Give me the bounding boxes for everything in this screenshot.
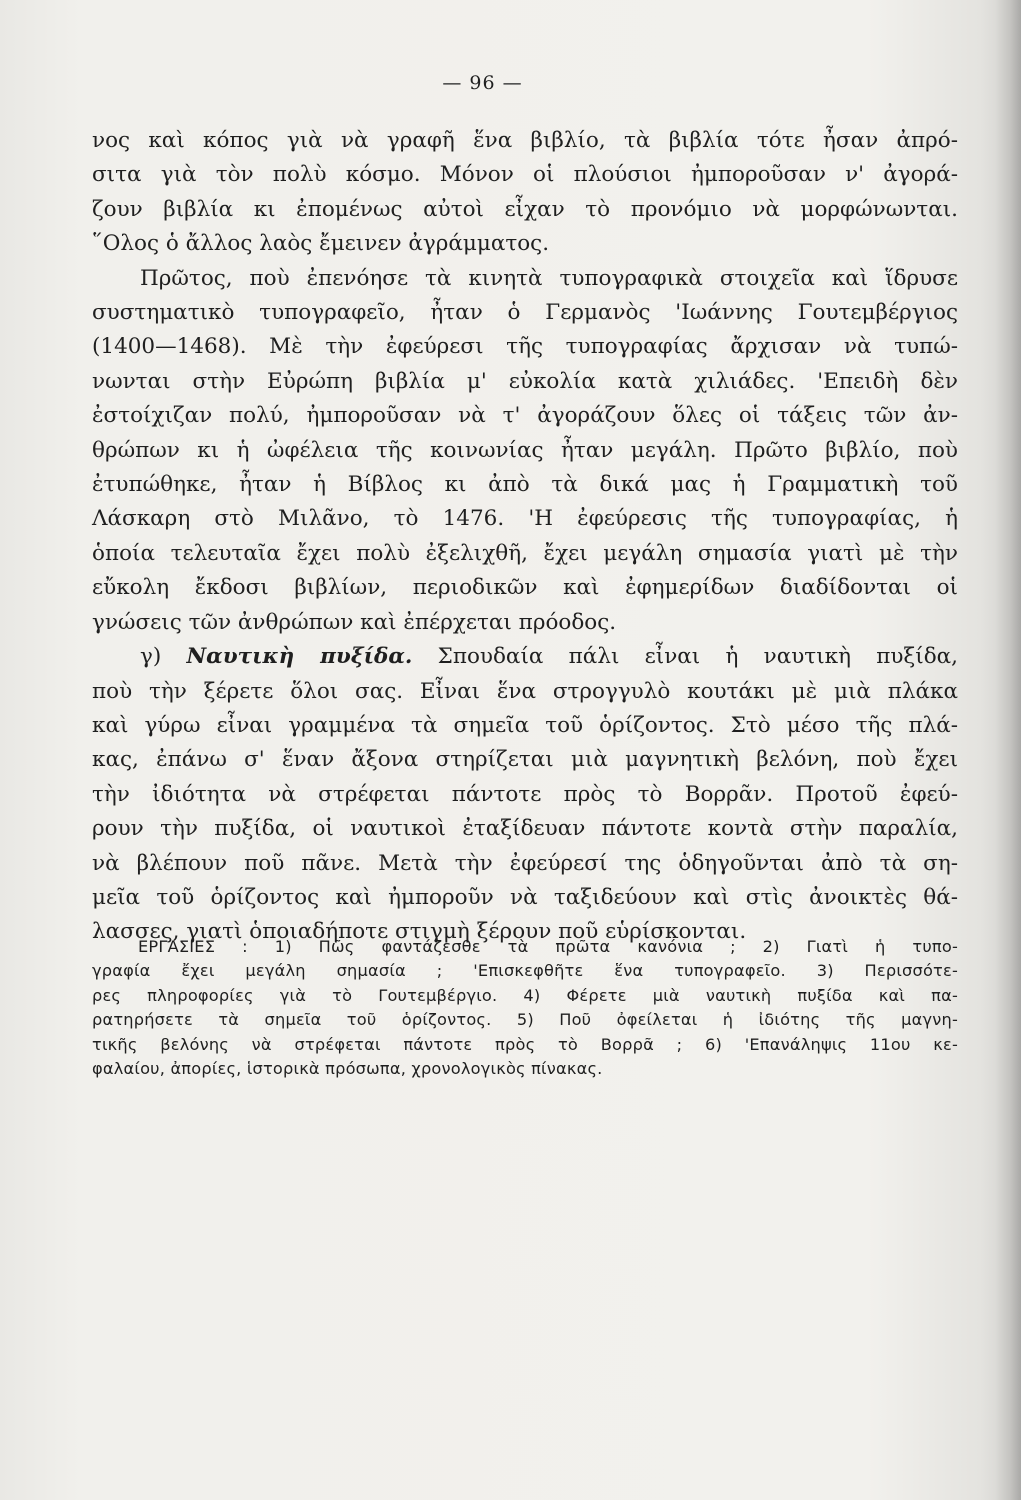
- page-edge-shadow: [995, 0, 1021, 1500]
- text-line: ζουν βιβλία κι ἐπομένως αὐτοὶ εἶχαν τὸ προνόμιο νὰ μορφώνωνται.: [92, 196, 958, 222]
- text-line: τὴν ἰδιότητα νὰ στρέφεται πάντοτε πρὸς τὸ Βορρᾶν. Προτοῦ ἐφεύ-: [92, 781, 958, 807]
- text-line: καὶ γύρω εἶναι γραμμένα τὰ σημεῖα τοῦ ὁρίζοντος. Στὸ μέσο τῆς πλά-: [92, 712, 958, 738]
- text-line: θρώπων κι ἡ ὠφέλεια τῆς κοινωνίας ἦταν μεγάλη. Πρῶτο βιβλίο, ποὺ: [92, 437, 958, 463]
- text-line: γνώσεις τῶν ἀνθρώπων καὶ ἐπέρχεται πρόοδος.: [92, 609, 617, 635]
- text-line: ποὺ τὴν ξέρετε ὅλοι σας. Εἶναι ἕνα στρογγυλὸ κουτάκι μὲ μιὰ πλάκα: [92, 678, 958, 704]
- exercise-line: φαλαίου, ἀπορίες, ἱστορικὰ πρόσωπα, χρονολογικὸς πίνακας.: [92, 1059, 603, 1079]
- text-line: νος καὶ κόπος γιὰ νὰ γραφῆ ἕνα βιβλίο, τὰ βιβλία τότε ἦσαν ἀπρό-: [92, 128, 958, 153]
- text-line: σιτα γιὰ τὸν πολὺ κόσμο. Μόνον οἱ πλούσιοι ἠμποροῦσαν ν' ἀγορά-: [92, 162, 958, 188]
- text-line: ῞Ολος ὁ ἄλλος λαὸς ἔμεινεν ἀγράμματος.: [92, 231, 550, 257]
- text-line: (1400—1468). Μὲ τὴν ἐφεύρεσι τῆς τυπογραφίας ἄρχισαν νὰ τυπώ-: [92, 334, 958, 360]
- exercise-line: ΕΡΓΑΣΙΕΣ : 1) Πῶς φαντάζεσθε τὰ πρῶτα κανόνια ; 2) Γιατὶ ἡ τυπο-: [138, 937, 958, 956]
- section-heading-line: [92, 640, 958, 674]
- text-line: λασσες, γιατὶ ὁποιαδήποτε στιγμὴ ξέρουν ποῦ εὑρίσκονται.: [92, 919, 747, 945]
- exercises-block: [92, 935, 958, 1081]
- text-line: ὁποία τελευταῖα ἔχει πολὺ ἐξελιχθῆ, ἔχει μεγάλη σημασία γιατὶ μὲ τὴν: [92, 540, 958, 566]
- text-line: ἐτυπώθηκε, ἦταν ἡ Βίβλος κι ἀπὸ τὰ δικά μας ἡ Γραμματικὴ τοῦ: [92, 472, 958, 498]
- section-label: γ): [140, 644, 162, 670]
- text-line: Λάσκαρη στὸ Μιλᾶνο, τὸ 1476. 'Η ἐφεύρεσις τῆς τυπογραφίας, ἡ: [92, 506, 958, 532]
- text-line: ἐστοίχιζαν πολύ, ἠμποροῦσαν νὰ τ' ἀγοράζουν ὅλες οἱ τάξεις τῶν ἀν-: [92, 403, 958, 429]
- section-first-line-text: Σπουδαία πάλι εἶναι ἡ ναυτικὴ πυξίδα,: [437, 644, 958, 670]
- exercise-line: τικῆς βελόνης νὰ στρέφεται πάντοτε πρὸς τὸ Βορρᾶ ; 6) 'Επανάληψις 11ου κε-: [92, 1034, 958, 1054]
- text-line: κας, ἐπάνω σ' ἕναν ἄξονα στηρίζεται μιὰ μαγνητικὴ βελόνη, ποὺ ἔχει: [92, 747, 958, 773]
- exercise-line: ρατηρήσετε τὰ σημεῖα τοῦ ὁρίζοντος. 5) Ποῦ ὀφείλεται ἡ ἰδιότης τῆς μαγνη-: [92, 1010, 958, 1030]
- page-number: — 96 —: [442, 72, 523, 94]
- exercise-line: ρες πληροφορίες γιὰ τὸ Γουτεμβέργιο. 4) Φέρετε μιὰ ναυτικὴ πυξίδα καὶ πα-: [92, 985, 958, 1005]
- text-line: μεῖα τοῦ ὁρίζοντος καὶ ἠμποροῦν νὰ ταξιδεύουν καὶ στὶς ἀνοικτὲς θά-: [92, 884, 958, 910]
- main-text: [92, 124, 958, 950]
- text-line: ρουν τὴν πυξίδα, οἱ ναυτικοὶ ἐταξίδευαν πάντοτε κοντὰ στὴν παραλία,: [92, 816, 958, 842]
- text-line: Πρῶτος, ποὺ ἐπενόησε τὰ κινητὰ τυπογραφικὰ στοιχεῖα καὶ ἵδρυσε: [140, 265, 958, 291]
- exercise-line: γραφία ἔχει μεγάλη σημασία ; 'Επισκεφθῆτε ἕνα τυπογραφεῖο. 3) Περισσότε-: [92, 961, 958, 981]
- section-heading: Ναυτικὴ πυξίδα.: [186, 644, 413, 670]
- text-line: εὔκολη ἔκδοσι βιβλίων, περιοδικῶν καὶ ἐφημερίδων διαδίδονται οἱ: [92, 575, 958, 601]
- text-line: νωνται στὴν Εὐρώπη βιβλία μ' εὐκολία κατὰ χιλιάδες. 'Επειδὴ δὲν: [92, 368, 958, 394]
- text-line: νὰ βλέπουν ποῦ πᾶνε. Μετὰ τὴν ἐφεύρεσί της ὁδηγοῦνται ἀπὸ τὰ ση-: [92, 850, 958, 876]
- text-line: συστηματικὸ τυπογραφεῖο, ἦταν ὁ Γερμανὸς 'Ιωάννης Γουτεμβέργιος: [92, 300, 958, 326]
